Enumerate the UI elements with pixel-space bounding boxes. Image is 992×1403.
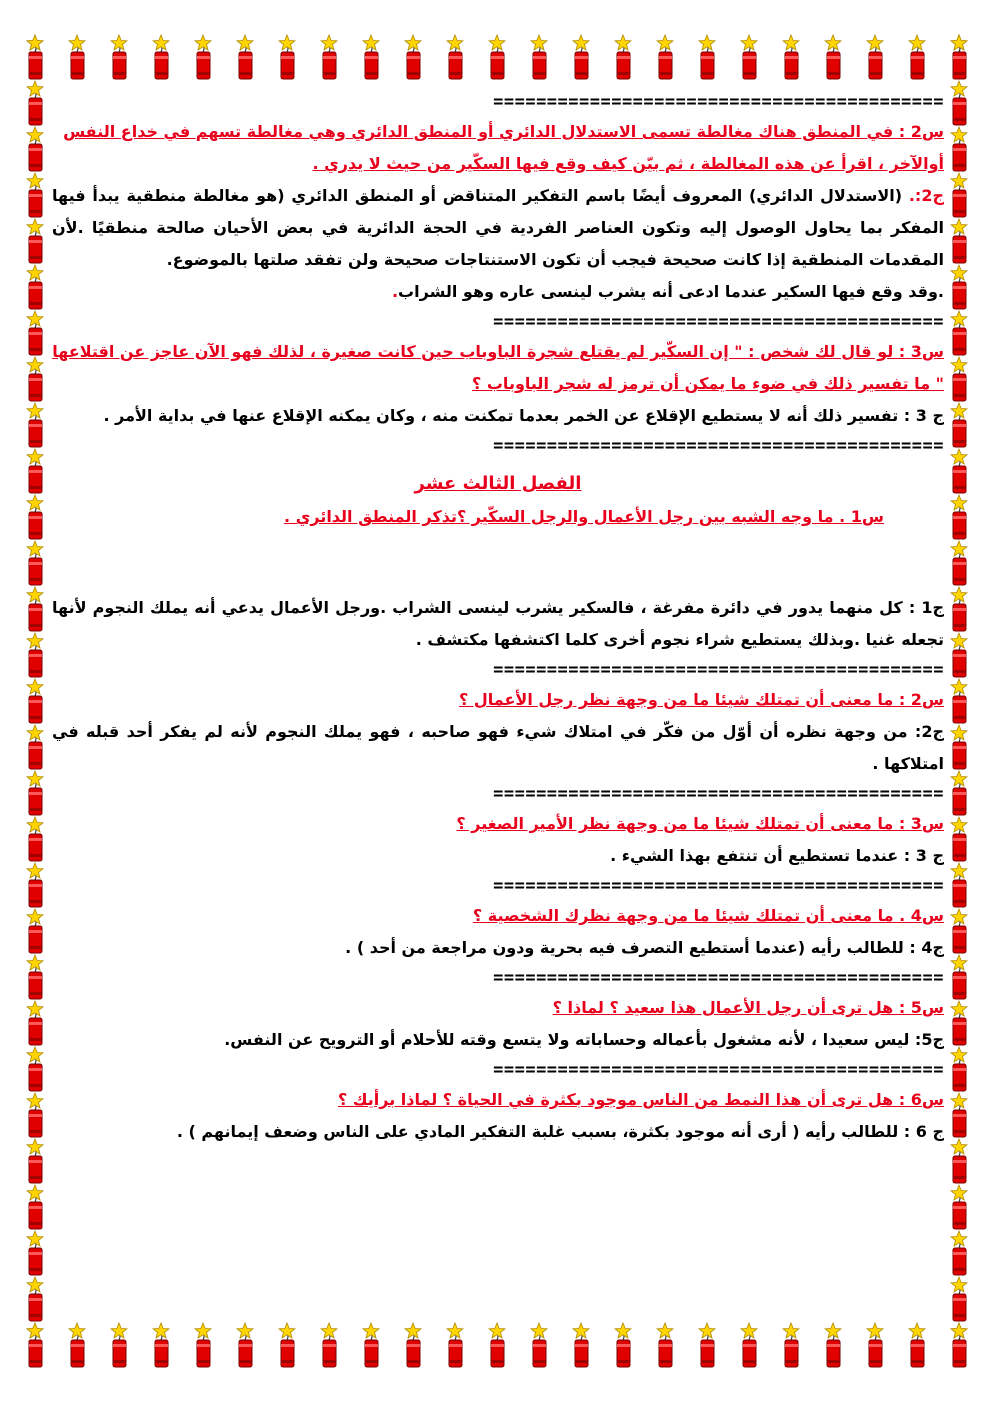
firecracker-star-icon (22, 494, 48, 540)
qa-answer-4: ج4 : للطالب رأيه (عندما أستطيع التصرف فيه بحرية ودون مراجعة من أحد ) . (345, 938, 944, 957)
firecracker-star-icon (652, 34, 678, 80)
firecracker-star-icon (568, 34, 594, 80)
firecracker-star-icon (946, 402, 972, 448)
firecracker-star-icon (778, 1322, 804, 1368)
firecracker-star-icon (946, 1046, 972, 1092)
firecracker-star-icon (22, 770, 48, 816)
firecracker-star-icon (22, 1092, 48, 1138)
qa-question-2: س2 : ما معنى أن تمتلك شيئا ما من وجهة نظر رجل الأعمال ؟ (459, 690, 944, 709)
firecracker-star-icon (904, 34, 930, 80)
firecracker-star-icon (22, 1138, 48, 1184)
question-2: س2 : في المنطق هناك مغالطة تسمى الاستدلال الدائري أو المنطق الدائري وهي مغالطة تسهم في خداع النفس أوالآخر ، اقرأ عن هذه المغالطة ، ثم بيّن كيف وقع فيها السكّير من حيث لا يدري . (63, 122, 944, 173)
firecracker-star-icon (484, 34, 510, 80)
firecracker-star-icon (22, 34, 48, 80)
firecracker-star-icon (22, 1000, 48, 1046)
firecracker-star-icon (946, 126, 972, 172)
firecracker-star-icon (22, 310, 48, 356)
separator-line: ========================================== (493, 968, 944, 988)
firecracker-star-icon (148, 1322, 174, 1368)
border-right (946, 34, 972, 1368)
chapter-question-1: س1 . ما وجه الشبه بين رجل الأعمال والرجل السكّير ؟تذكر المنطق الدائري . (284, 507, 884, 526)
firecracker-star-icon (946, 1276, 972, 1322)
firecracker-star-icon (946, 80, 972, 126)
firecracker-star-icon (442, 1322, 468, 1368)
firecracker-star-icon (22, 954, 48, 1000)
firecracker-star-icon (946, 1000, 972, 1046)
separator-line: ========================================== (493, 660, 944, 680)
answer-text: (الاستدلال الدائري) المعروف أيضًا باسم التفكير المتناقض أو المنطق الدائري (هو مغالطة منطقية يبدأ فيها المفكر بما يحاول الوصول إليه وتكون العناصر الفردية في الحجة الدائرية في بعض الأحيان صالحة منطقيًا .لأن المقدمات المنطقية إذا كانت صحيحة فيجب أن تكون الاستنتاجات صحيحة ولن تفقد صلتها بالموضوع. (52, 186, 944, 269)
firecracker-star-icon (946, 1184, 972, 1230)
firecracker-star-icon (358, 34, 384, 80)
firecracker-star-icon (316, 34, 342, 80)
firecracker-star-icon (946, 862, 972, 908)
qa-question-5: س5 : هل ترى أن رجل الأعمال هذا سعيد ؟ لماذا ؟ (552, 998, 944, 1017)
firecracker-star-icon (946, 586, 972, 632)
qa-question-4: س4 . ما معنى أن تمتلك شيئا ما من وجهة نظرك الشخصية ؟ (472, 906, 944, 925)
firecracker-star-icon (946, 540, 972, 586)
qa-answer-2: ج2: من وجهة نظره أن أوّل من فكّر في امتلاك شيء فهو صاحبه ، فهو يملك النجوم لأنه لم يفكر أحد قبله في امتلاكها . (52, 722, 944, 773)
border-top (22, 34, 972, 80)
firecracker-star-icon (274, 1322, 300, 1368)
separator-line: ========================================== (493, 312, 944, 332)
border-left (22, 34, 48, 1368)
spacer (52, 532, 944, 592)
firecracker-star-icon (148, 34, 174, 80)
firecracker-star-icon (820, 1322, 846, 1368)
firecracker-star-icon (22, 402, 48, 448)
qa-question-6: س6 : هل ترى أن هذا النمط من الناس موجود بكثرة في الحياة ؟ لماذا برأيك ؟ (338, 1090, 944, 1109)
firecracker-star-icon (22, 448, 48, 494)
qa-question-3: س3 : ما معنى أن تمتلك شيئا ما من وجهة نظر الأمير الصغير ؟ (456, 814, 944, 833)
firecracker-star-icon (946, 1230, 972, 1276)
firecracker-star-icon (22, 540, 48, 586)
question-3: س3 : لو قال لك شخص : " إن السكّير لم يقتلع شجرة الباوباب حين كانت صغيرة ، لذلك فهو الآن عاجز عن اقتلاعها " ما تفسير ذلك في ضوء ما يمكن أن ترمز له شجر الباوباب ؟ (52, 342, 944, 393)
worksheet-content (52, 88, 944, 1318)
firecracker-star-icon (904, 1322, 930, 1368)
firecracker-star-icon (946, 34, 972, 80)
firecracker-star-icon (946, 218, 972, 264)
firecracker-star-icon (946, 1322, 972, 1368)
firecracker-star-icon (22, 1276, 48, 1322)
firecracker-star-icon (694, 34, 720, 80)
firecracker-star-icon (946, 264, 972, 310)
firecracker-star-icon (22, 678, 48, 724)
firecracker-star-icon (22, 632, 48, 678)
firecracker-star-icon (484, 1322, 510, 1368)
firecracker-star-icon (316, 1322, 342, 1368)
firecracker-star-icon (274, 34, 300, 80)
firecracker-star-icon (400, 1322, 426, 1368)
answer-3: ج 3 : تفسير ذلك أنه لا يستطيع الإقلاع عن الخمر بعدما تمكنت منه ، وكان يمكنه الإقلاع عنها في بداية الأمر . (103, 406, 944, 425)
firecracker-star-icon (22, 126, 48, 172)
firecracker-star-icon (22, 816, 48, 862)
firecracker-star-icon (652, 1322, 678, 1368)
firecracker-star-icon (22, 908, 48, 954)
separator-line: ========================================== (493, 92, 944, 112)
border-bottom (22, 1322, 972, 1368)
red-dot: . (391, 282, 399, 301)
firecracker-star-icon (694, 1322, 720, 1368)
firecracker-star-icon (736, 34, 762, 80)
firecracker-star-icon (22, 1046, 48, 1092)
qa-answer-3: ج 3 : عندما تستطيع أن تنتفع بهذا الشيء . (610, 846, 944, 865)
firecracker-star-icon (568, 1322, 594, 1368)
firecracker-star-icon (22, 172, 48, 218)
firecracker-star-icon (22, 356, 48, 402)
firecracker-star-icon (22, 80, 48, 126)
firecracker-star-icon (610, 34, 636, 80)
firecracker-star-icon (862, 1322, 888, 1368)
firecracker-star-icon (946, 816, 972, 862)
firecracker-star-icon (946, 1092, 972, 1138)
firecracker-star-icon (64, 34, 90, 80)
qa-answer-6: ج 6 : للطالب رأيه ( أرى أنه موجود بكثرة، بسبب غلبة التفكير المادي على الناس وضعف إيمانهم ) . (176, 1122, 944, 1141)
firecracker-star-icon (358, 1322, 384, 1368)
chapter-answer-1: ج1 : كل منهما يدور في دائرة مفرغة ، فالسكير يشرب لينسى الشراب .ورجل الأعمال يدعي أنه يملك النجوم لأنها تجعله غنيا .وبذلك يستطيع شراء نجوم أخرى كلما اكتشفها مكتشف . (52, 598, 944, 649)
firecracker-star-icon (22, 1322, 48, 1368)
firecracker-star-icon (946, 632, 972, 678)
firecracker-star-icon (946, 448, 972, 494)
separator-line: ========================================== (493, 784, 944, 804)
firecracker-star-icon (190, 34, 216, 80)
firecracker-star-icon (946, 908, 972, 954)
firecracker-star-icon (22, 218, 48, 264)
firecracker-star-icon (400, 34, 426, 80)
firecracker-star-icon (526, 1322, 552, 1368)
firecracker-star-icon (106, 34, 132, 80)
firecracker-star-icon (22, 724, 48, 770)
firecracker-star-icon (22, 1230, 48, 1276)
firecracker-star-icon (778, 34, 804, 80)
firecracker-star-icon (820, 34, 846, 80)
firecracker-star-icon (526, 34, 552, 80)
chapter-title: الفصل الثالث عشر (414, 473, 582, 494)
firecracker-star-icon (232, 1322, 258, 1368)
firecracker-star-icon (946, 356, 972, 402)
firecracker-star-icon (442, 34, 468, 80)
answer-label: ج2:. (908, 186, 944, 205)
firecracker-star-icon (610, 1322, 636, 1368)
separator-line: ========================================== (493, 436, 944, 456)
qa-answer-5: ج5: ليس سعيدا ، لأنه مشغول بأعماله وحساباته ولا يتسع وقته للأحلام أو الترويح عن النفس. (224, 1030, 944, 1049)
firecracker-star-icon (190, 1322, 216, 1368)
firecracker-star-icon (22, 1184, 48, 1230)
firecracker-star-icon (946, 954, 972, 1000)
firecracker-star-icon (22, 586, 48, 632)
separator-line: ========================================== (493, 876, 944, 896)
firecracker-star-icon (736, 1322, 762, 1368)
firecracker-star-icon (946, 494, 972, 540)
separator-line: ========================================== (493, 1060, 944, 1080)
answer-2 (52, 180, 944, 276)
firecracker-star-icon (862, 34, 888, 80)
firecracker-star-icon (946, 172, 972, 218)
firecracker-star-icon (64, 1322, 90, 1368)
answer-extra-text: .وقد وقع فيها السكير عندما ادعى أنه يشرب لينسى عاره وهو الشراب (398, 282, 944, 301)
firecracker-star-icon (106, 1322, 132, 1368)
firecracker-star-icon (946, 770, 972, 816)
firecracker-star-icon (946, 678, 972, 724)
firecracker-star-icon (946, 724, 972, 770)
answer-2-extra (52, 276, 944, 308)
firecracker-star-icon (946, 1138, 972, 1184)
firecracker-star-icon (22, 264, 48, 310)
firecracker-star-icon (22, 862, 48, 908)
firecracker-star-icon (232, 34, 258, 80)
firecracker-star-icon (946, 310, 972, 356)
